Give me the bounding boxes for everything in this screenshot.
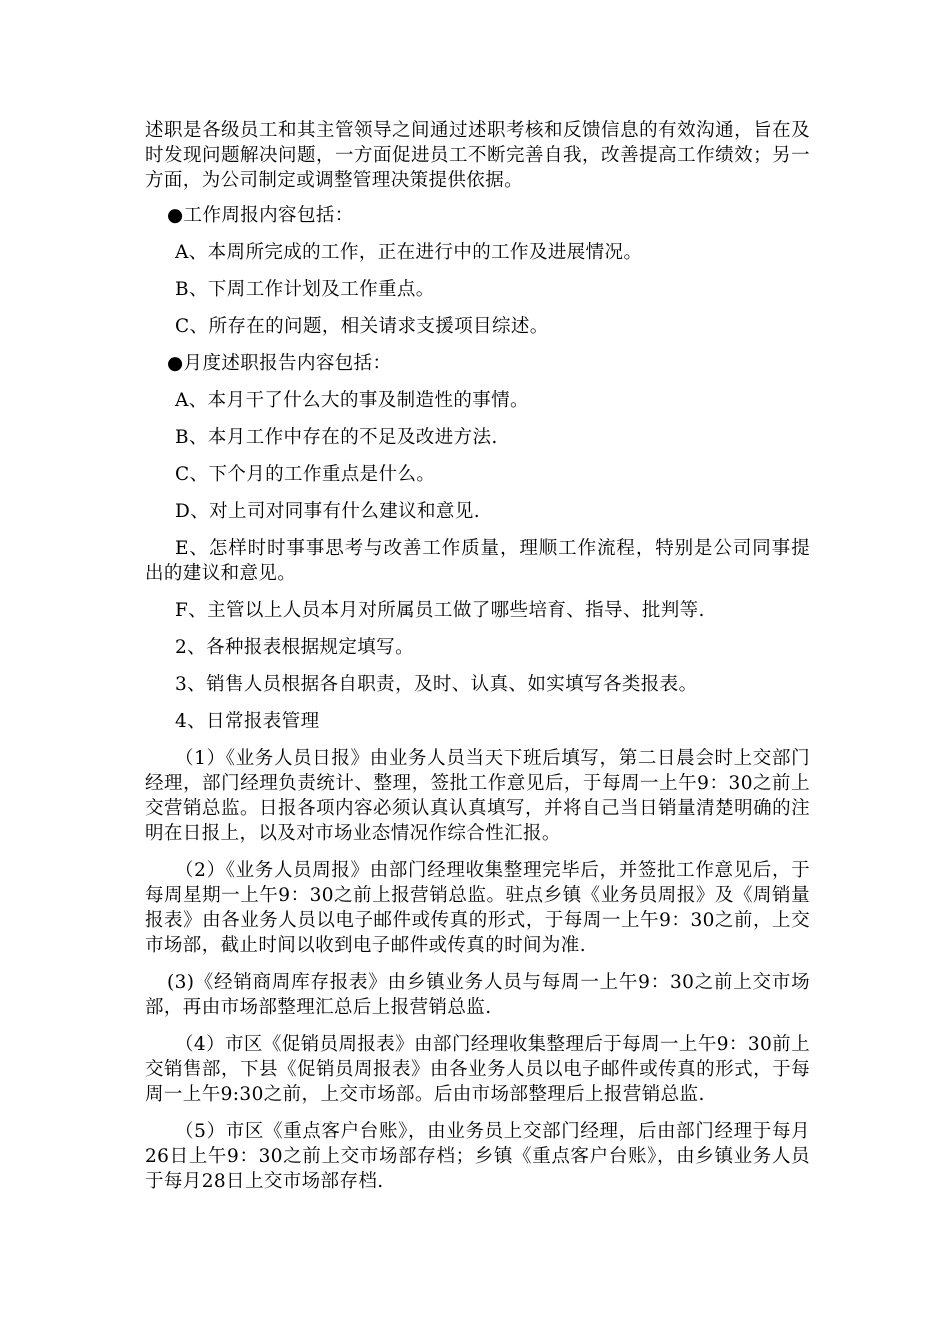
weekly-report-heading: ●工作周报内容包括：	[167, 205, 354, 226]
monthly-item-d: D、对上司对同事有什么建议和意见.	[175, 501, 481, 522]
monthly-item-e: E、怎样时时事事思考与改善工作质量，理顺工作流程，特别是公司同事提出的建议和意见。	[145, 538, 810, 584]
item-2-paragraph: 2、各种报表根据规定填写。	[175, 637, 414, 658]
sub-item-4: （4）市区《促销员周报表》由部门经理收集整理后于每周一上午9：30前上交销售部，下县《促销员周报表》由各业务人员以电子邮件或传真的形式，于每周一上午9:30之前，上交市场部。后由市场部整理后上报营销总监.	[145, 1034, 810, 1105]
monthly-item-c: C、下个月的工作重点是什么。	[175, 464, 436, 485]
sub-item-5: （5）市区《重点客户台账》，由业务员上交部门经理，后由部门经理于每月26日上午9：30之前上交市场部存档；乡镇《重点客户台账》，由乡镇业务人员于每月28日上交市场部存档.	[145, 1121, 810, 1192]
weekly-item-c: C、所存在的问题，相关请求支援项目综述。	[175, 316, 549, 337]
document-body	[145, 118, 810, 1206]
sub-item-2: （2）《业务人员周报》由部门经理收集整理完毕后，并签批工作意见后，于每周星期一上午9：30之前上报营销总监。驻点乡镇《业务员周报》及《周销量报表》由各业务人员以电子邮件或传真的形式，于每周一上午9：30之前，上交市场部，截止时间以收到电子邮件或传真的时间为准.	[145, 860, 810, 956]
sub-item-1: （1）《业务人员日报》由业务人员当天下班后填写，第二日晨会时上交部门经理，部门经理负责统计、整理，签批工作意见后，于每周一上午9：30之前上交营销总监。日报各项内容必须认真认真填写，并将自己当日销量清楚明确的注明在日报上，以及对市场业态情况作综合性汇报。	[145, 748, 810, 844]
weekly-item-a: A、本周所完成的工作，正在进行中的工作及进展情况。	[175, 242, 643, 263]
sub-item-3: (3)《经销商周库存报表》由乡镇业务人员与每周一上午9：30之前上交市场部，再由市场部整理汇总后上报营销总监.	[145, 972, 810, 1018]
monthly-report-heading: ●月度述职报告内容包括：	[167, 353, 392, 374]
monthly-item-b: B、本月工作中存在的不足及改进方法.	[175, 427, 498, 448]
intro-paragraph: 述职是各级员工和其主管领导之间通过述职考核和反馈信息的有效沟通，旨在及时发现问题解决问题，一方面促进员工不断完善自我，改善提高工作绩效；另一方面，为公司制定或调整管理决策提供依据。	[145, 120, 810, 191]
item-3-paragraph: 3、销售人员根据各自职责，及时、认真、如实填写各类报表。	[175, 674, 698, 695]
monthly-item-f: F、主管以上人员本月对所属员工做了哪些培育、指导、批判等.	[175, 600, 705, 621]
weekly-item-b: B、下周工作计划及工作重点。	[175, 279, 435, 300]
monthly-item-a: A、本月干了什么大的事及制造性的事情。	[175, 390, 529, 411]
item-4-heading: 4、日常报表管理	[175, 711, 320, 732]
